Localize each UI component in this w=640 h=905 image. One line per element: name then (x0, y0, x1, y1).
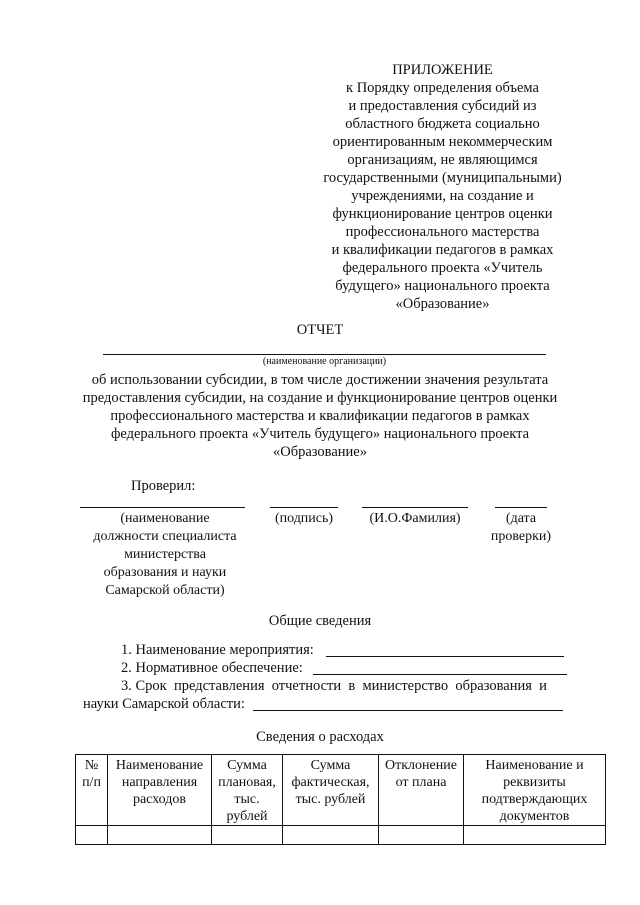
table-cell (283, 826, 379, 845)
date-caption: (дата проверки) (490, 511, 552, 544)
organization-name-line (103, 354, 546, 355)
appendix-line: и предоставления субсидий из (348, 98, 537, 114)
table-row (76, 826, 606, 845)
report-subject-line: об использовании субсидии, в том числе достижении значения результата (91, 372, 549, 388)
appendix-line: государственными (муниципальными) (323, 170, 562, 186)
appendix-line: функционирование центров оценки (332, 206, 553, 222)
activity-fill-line (326, 656, 564, 657)
deadline-fill-line (253, 710, 563, 711)
signature-caption: (подпись) (274, 511, 334, 526)
expenses-table (75, 754, 606, 845)
appendix-line: федерального проекта «Учитель (342, 260, 543, 276)
general-item-deadline-cont: науки Самарской области: (83, 696, 245, 712)
report-subject-line: предоставления субсидии, на создание и функционирование центров оценки (82, 390, 558, 406)
column-header-actual-sum: Сумма фактическая, тыс. рублей (283, 755, 379, 826)
general-heading: Общие сведения (268, 613, 372, 629)
position-caption: (наименование должности специалиста министерства образования и науки Самарской области) (93, 511, 237, 598)
column-header-number: № п/п (76, 755, 108, 826)
appendix-line: к Порядку определения объема (346, 80, 539, 96)
appendix-line: будущего» национального проекта (335, 278, 550, 294)
column-header-documents: Наименование и реквизиты подтверждающих документов (464, 755, 606, 826)
appendix-line: ориентированным некоммерческим (332, 134, 553, 150)
regulatory-fill-line (313, 674, 567, 675)
signature-line (270, 507, 338, 508)
appendix-line: учреждениями, на создание и (351, 188, 534, 204)
name-caption: (И.О.Фамилия) (369, 511, 461, 526)
table-cell (212, 826, 283, 845)
general-item-activity: 1. Наименование мероприятия: (121, 642, 314, 658)
name-line (362, 507, 468, 508)
table-header-row (76, 755, 606, 826)
table-cell (76, 826, 108, 845)
report-subject-line: «Образование» (273, 444, 367, 460)
general-item-regulatory: 2. Нормативное обеспечение: (121, 660, 303, 676)
table-cell (464, 826, 606, 845)
organization-caption: (наименование организации) (262, 356, 387, 367)
appendix-block (300, 61, 585, 313)
table-cell (108, 826, 212, 845)
appendix-line: «Образование» (395, 296, 490, 312)
appendix-line: организациям, не являющимся (347, 152, 538, 168)
table-cell (379, 826, 464, 845)
column-header-planned-sum: Сумма плановая, тыс. рублей (212, 755, 283, 826)
report-subject-line: федерального проекта «Учитель будущего» национального проекта (110, 426, 530, 442)
date-line (495, 507, 547, 508)
expenses-heading: Сведения о расходах (256, 729, 384, 745)
column-header-deviation: Отклонение от плана (379, 755, 464, 826)
appendix-line: и квалификации педагогов в рамках (331, 242, 554, 258)
appendix-line: профессионального мастерства (345, 224, 540, 240)
column-header-direction: Наименование направления расходов (108, 755, 212, 826)
appendix-line: областного бюджета социально (345, 116, 540, 132)
verified-by-label: Проверил: (131, 478, 196, 494)
position-line (80, 507, 245, 508)
report-title: ОТЧЕТ (296, 322, 344, 338)
report-subject (70, 371, 570, 461)
appendix-title: ПРИЛОЖЕНИЕ (392, 62, 493, 78)
report-subject-line: профессионального мастерства и квалификации педагогов в рамках (110, 408, 530, 424)
general-item-deadline: 3. Срок представления отчетности в министерство образования и (121, 678, 547, 694)
